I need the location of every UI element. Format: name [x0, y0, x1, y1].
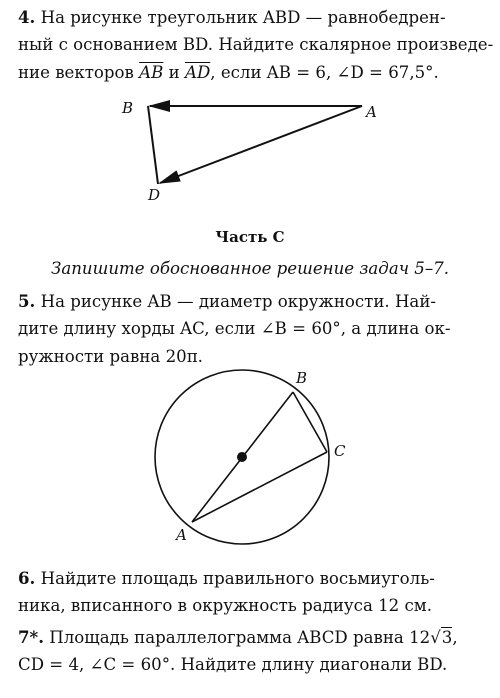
problem4-text-line3b: , если AB = 6, ∠D = 67,5°.: [210, 63, 439, 82]
side-bd: [148, 106, 158, 184]
vector-ab: $\overline{AB}$: [139, 63, 164, 82]
problem7-line1: [18, 626, 458, 649]
problem5-text-line1: На рисунке AB — диаметр окружности. Най-: [40, 292, 436, 311]
problem5-text-line2: дите длину хорды AC, если ∠B = 60°, а длина ок-: [18, 319, 451, 338]
problem4-text-line1: На рисунке треугольник ABD — равнобедрен-: [40, 8, 446, 27]
label-d-triangle: D: [148, 186, 161, 204]
problem6-line2: [18, 595, 432, 617]
problem6-text-line2: ника, вписанного в окружность радиуса 12 см.: [18, 596, 432, 615]
part-c-instruction: Запишите обоснованное решение задач 5–7.: [51, 259, 449, 278]
problem6-text-line1: Найдите площадь правильного восьмиуголь-: [40, 569, 435, 588]
problem7-line2: [18, 654, 447, 676]
label-c-circle: C: [334, 442, 346, 460]
problem5-number: 5.: [18, 291, 36, 311]
circle-center-point: [237, 452, 247, 462]
label-a-triangle: A: [366, 103, 377, 121]
problem5-text-line3: ружности равна 20π.: [18, 347, 203, 366]
problem6-line1: [18, 567, 435, 590]
label-a-circle: A: [176, 526, 187, 544]
problem7-text-line1a: Площадь параллелограмма ABCD равна 12: [49, 628, 431, 647]
problem4-text-line2: ный с основанием BD. Найдите скалярное произведе-: [18, 35, 494, 54]
label-b-circle: B: [296, 369, 308, 387]
problem4-text-line3a: ние векторов: [18, 63, 134, 82]
sqrt-symbol: √3: [430, 628, 453, 647]
problem6-number: 6.: [18, 568, 36, 588]
problem5-line1: [18, 290, 436, 313]
vector-ad-arrow: [160, 106, 362, 183]
problem4-number: 4.: [18, 7, 36, 27]
label-b-triangle: B: [122, 99, 134, 117]
vector-ad: $\overline{AD}$: [184, 63, 211, 82]
part-c-title: Часть С: [215, 228, 285, 246]
problem7-number: 7*.: [18, 627, 45, 647]
problem4-and: и: [168, 63, 180, 82]
problem5-line2: [18, 318, 450, 340]
problem5-line3: [18, 346, 203, 368]
problem7-text-line1b: ,: [452, 628, 458, 647]
problem7-text-line2: CD = 4, ∠C = 60°. Найдите длину диагонали BD.: [18, 655, 448, 674]
chord-ac: [192, 452, 327, 522]
sqrt-argument: 3: [441, 628, 453, 647]
